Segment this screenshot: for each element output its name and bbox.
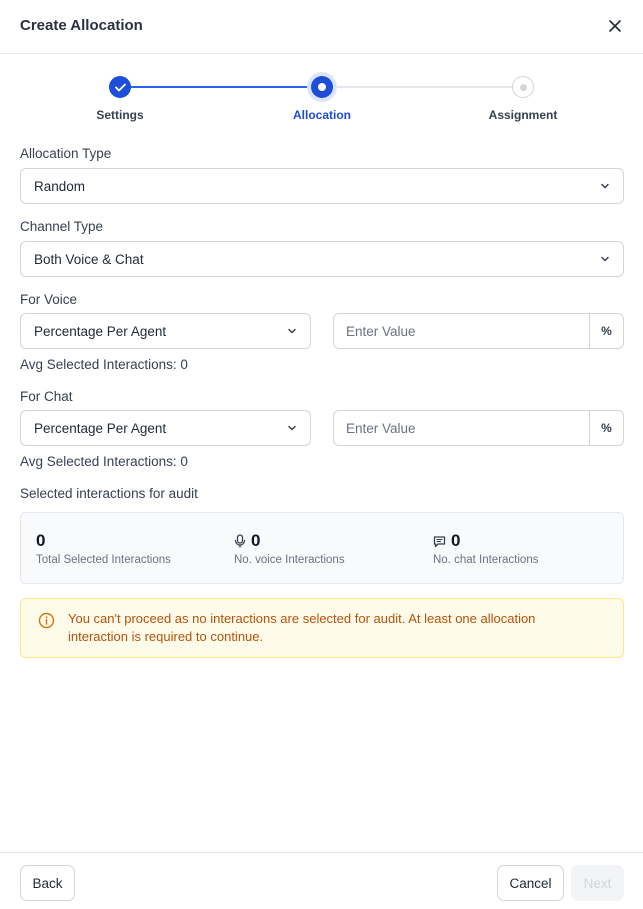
- mic-icon: [234, 534, 246, 548]
- close-icon: [609, 20, 621, 32]
- allocation-type-select[interactable]: [20, 168, 624, 204]
- summary-heading: Selected interactions for audit: [20, 486, 198, 501]
- voice-method-select[interactable]: [20, 313, 311, 349]
- stepper-line-pending: [322, 86, 523, 88]
- step-label-assignment[interactable]: Assignment: [488, 108, 558, 122]
- chat-interactions-value: 0: [451, 531, 461, 550]
- voice-interactions-caption: No. voice Interactions: [234, 554, 345, 566]
- chevron-down-icon: [599, 253, 611, 265]
- warning-alert: [20, 598, 624, 658]
- chat-percent-unit: %: [589, 411, 623, 445]
- close-button[interactable]: [604, 15, 626, 37]
- chat-interactions-caption: No. chat Interactions: [433, 554, 539, 566]
- total-interactions-caption: Total Selected Interactions: [36, 554, 171, 566]
- chat-section-label: For Chat: [20, 389, 73, 404]
- total-interactions-stat: [36, 531, 171, 566]
- voice-avg-interactions: Avg Selected Interactions: 0: [20, 357, 188, 372]
- dialog-title: Create Allocation: [20, 17, 143, 34]
- chevron-down-icon: [286, 325, 298, 337]
- step-settings-indicator[interactable]: [109, 76, 131, 98]
- chat-interactions-stat: [433, 531, 538, 566]
- chat-avg-interactions: Avg Selected Interactions: 0: [20, 454, 188, 469]
- cancel-button[interactable]: Cancel: [497, 865, 564, 901]
- voice-value-input[interactable]: [334, 314, 589, 348]
- back-button[interactable]: Back: [20, 865, 75, 901]
- voice-value-group: [333, 313, 624, 349]
- total-interactions-value: 0: [36, 531, 46, 550]
- chat-value-group: [333, 410, 624, 446]
- allocation-type-value: Random: [34, 178, 86, 194]
- step-assignment-indicator[interactable]: [512, 76, 534, 98]
- channel-type-select[interactable]: [20, 241, 624, 277]
- info-icon: [38, 612, 55, 629]
- pending-dot-icon: [520, 84, 527, 91]
- step-label-allocation[interactable]: Allocation: [292, 108, 351, 122]
- dialog-header: [0, 0, 643, 54]
- chat-value-input[interactable]: [334, 411, 589, 445]
- channel-type-label: Channel Type: [20, 219, 104, 234]
- voice-interactions-value: 0: [251, 531, 261, 550]
- stepper: [0, 72, 643, 128]
- chat-icon: [433, 535, 446, 548]
- step-allocation-indicator[interactable]: [311, 76, 333, 98]
- step-label-settings[interactable]: Settings: [96, 108, 144, 122]
- chat-method-value: Percentage Per Agent: [34, 420, 167, 436]
- chat-method-select[interactable]: [20, 410, 311, 446]
- chevron-down-icon: [599, 180, 611, 192]
- voice-method-value: Percentage Per Agent: [34, 323, 167, 339]
- chevron-down-icon: [286, 422, 298, 434]
- active-dot-icon: [318, 83, 326, 91]
- dialog-footer: [0, 852, 643, 909]
- channel-type-value: Both Voice & Chat: [34, 251, 144, 267]
- warning-message: You can't proceed as no interactions are selected for audit. At least one allocation interaction is required to continue.: [68, 611, 536, 644]
- interactions-summary-card: [20, 512, 624, 584]
- voice-section-label: For Voice: [20, 292, 78, 307]
- check-icon: [115, 83, 126, 92]
- voice-percent-unit: %: [589, 314, 623, 348]
- allocation-type-label: Allocation Type: [20, 146, 112, 161]
- next-button[interactable]: Next: [571, 865, 624, 901]
- voice-interactions-stat: [234, 531, 345, 566]
- stepper-line-completed: [120, 86, 322, 88]
